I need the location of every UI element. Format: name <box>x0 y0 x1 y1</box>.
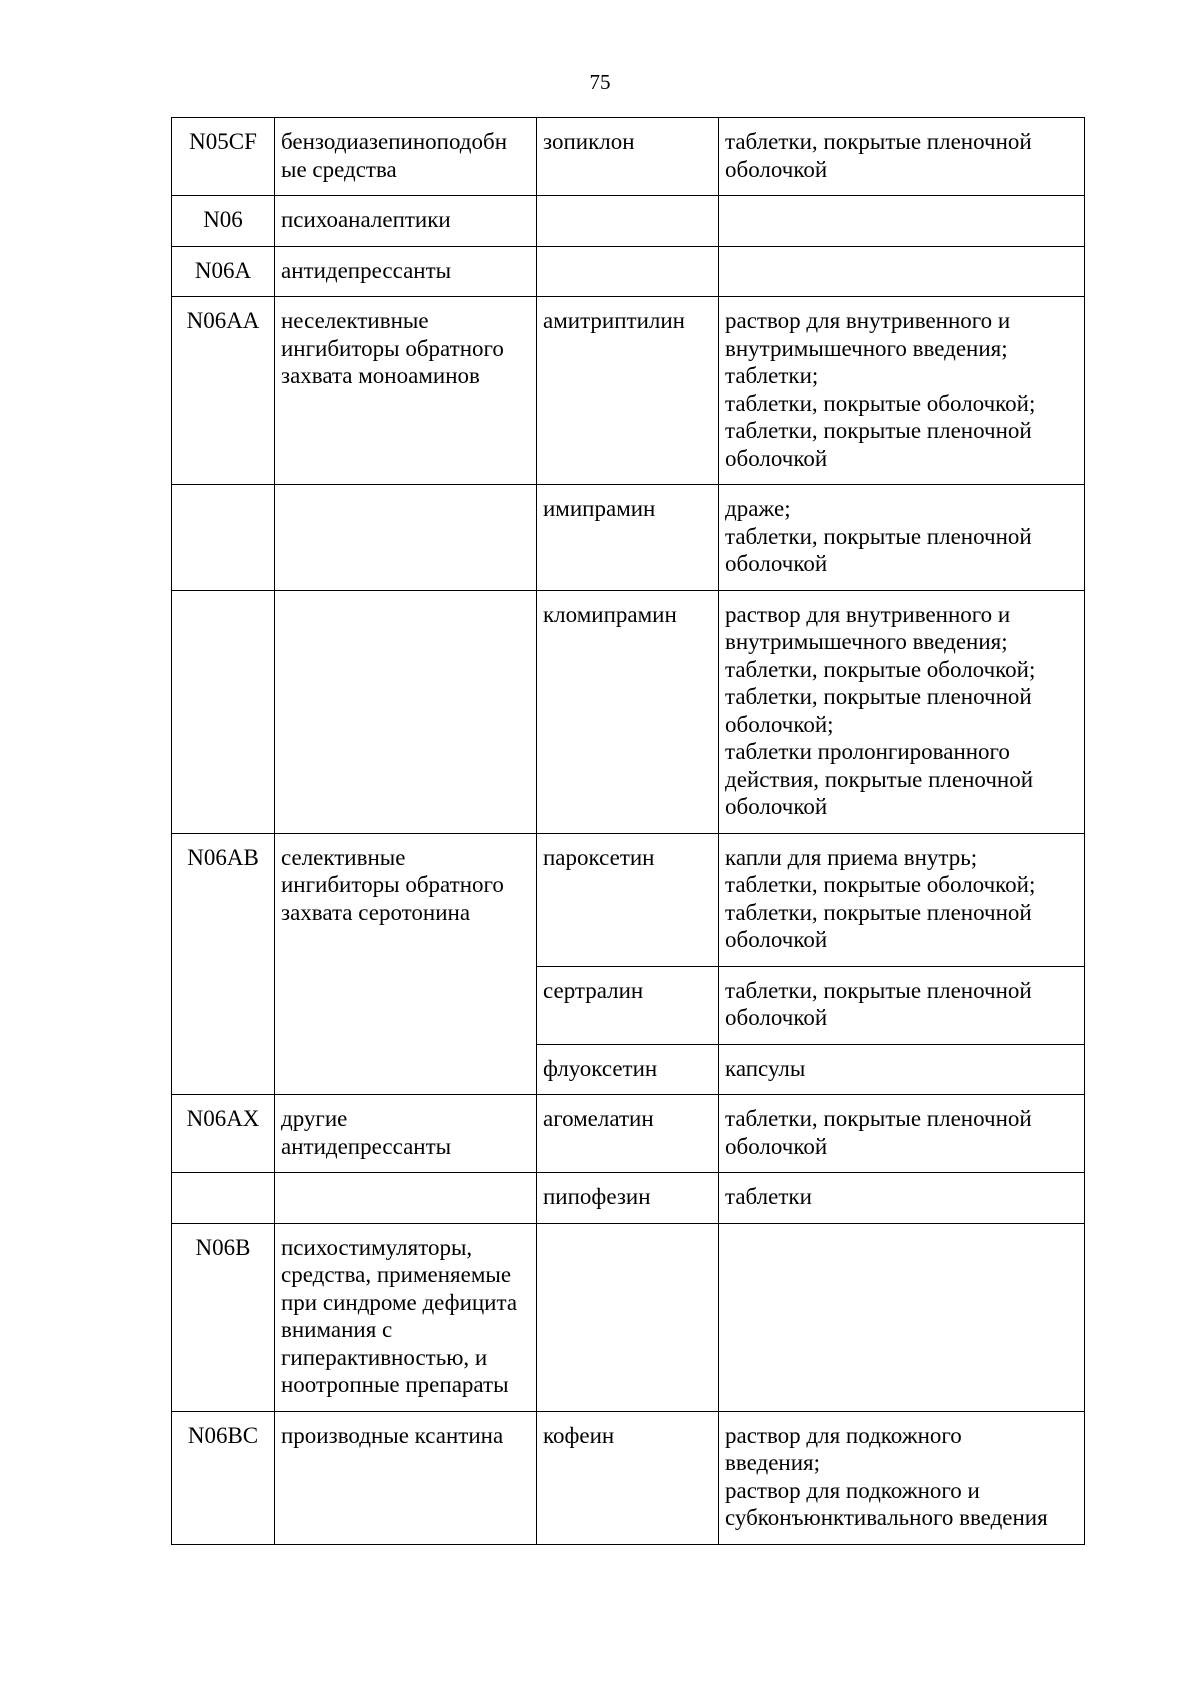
drug-cell: флуоксетин <box>537 1044 719 1095</box>
dosage-form-line: оболочкой <box>725 927 828 952</box>
dosage-form-line: таблетки, покрытые оболочкой; <box>725 872 1036 897</box>
atc-code-cell: N06AA <box>172 297 275 485</box>
dosage-form-line: раствор для подкожного и <box>725 1477 980 1503</box>
group-line: ноотропные препараты <box>281 1372 509 1397</box>
dosage-form-line: таблетки; <box>725 363 819 388</box>
dosage-form-line: внутримышечного введения; <box>725 629 1008 654</box>
table-row <box>172 297 1085 485</box>
page-number: 75 <box>589 70 611 94</box>
drug-cell: пипофезин <box>537 1173 719 1224</box>
group-cell <box>275 246 537 297</box>
dosage-form-line: оболочкой <box>725 445 828 471</box>
group-line: психостимуляторы, <box>281 1234 473 1260</box>
drug-table <box>171 117 1085 1545</box>
group-cell <box>275 1095 537 1173</box>
dosage-form-cell <box>719 1173 1085 1224</box>
table-row <box>172 1223 1085 1411</box>
group-line: захвата моноаминов <box>281 363 480 388</box>
dosage-form-line: субконъюнктивального введения <box>725 1505 1048 1530</box>
table-row <box>172 196 1085 247</box>
group-line: при синдроме дефицита <box>281 1289 518 1315</box>
group-cell <box>275 1223 537 1411</box>
dosage-form-cell <box>719 1095 1085 1173</box>
dosage-form-line: раствор для внутривенного и <box>725 308 1011 333</box>
group-line: ые средства <box>281 156 397 182</box>
dosage-form-cell <box>719 1411 1085 1544</box>
atc-code-cell: N06B <box>172 1223 275 1411</box>
dosage-form-line: таблетки, покрытые пленочной <box>725 1106 1032 1131</box>
group-line: средства, применяемые <box>281 1262 512 1287</box>
group-cell <box>275 1173 537 1224</box>
drug-cell: кломипрамин <box>537 590 719 833</box>
atc-code-cell: N05CF <box>172 118 275 196</box>
dosage-form-line: оболочкой; <box>725 711 834 737</box>
group-line: антидепрессанты <box>281 1133 452 1159</box>
group-cell <box>275 1411 537 1544</box>
dosage-form-line: таблетки, покрытые пленочной <box>725 523 1032 549</box>
table-row <box>172 590 1085 833</box>
drug-cell: имипрамин <box>537 485 719 591</box>
dosage-form-line: оболочкой <box>725 794 828 819</box>
dosage-form-line: таблетки, покрытые пленочной <box>725 899 1032 925</box>
dosage-form-line: оболочкой <box>725 551 828 576</box>
group-cell <box>275 118 537 196</box>
atc-code-cell <box>172 590 275 833</box>
dosage-form-line: раствор для внутривенного и <box>725 601 1011 627</box>
table-row <box>172 118 1085 196</box>
dosage-form-line: введения; <box>725 1450 820 1475</box>
dosage-form-line: драже; <box>725 496 791 521</box>
atc-code-cell <box>172 1173 275 1224</box>
table-row <box>172 1095 1085 1173</box>
dosage-form-line: оболочкой <box>725 1133 828 1159</box>
group-line: антидепрессанты <box>281 257 452 283</box>
group-line: селективные <box>281 844 406 870</box>
drug-cell: зопиклон <box>537 118 719 196</box>
dosage-form-line: таблетки, покрытые оболочкой; <box>725 390 1036 416</box>
dosage-form-line: таблетки <box>725 1184 812 1209</box>
table-row <box>172 833 1085 966</box>
dosage-form-cell <box>719 246 1085 297</box>
dosage-form-cell <box>719 118 1085 196</box>
dosage-form-cell <box>719 196 1085 247</box>
atc-code-cell: N06A <box>172 246 275 297</box>
group-cell <box>275 833 537 1095</box>
group-line: внимания с <box>281 1317 393 1342</box>
drug-cell: пароксетин <box>537 833 719 966</box>
group-line: неселективные <box>281 308 429 333</box>
group-line: гиперактивностью, и <box>281 1344 488 1370</box>
drug-cell: агомелатин <box>537 1095 719 1173</box>
table-row <box>172 246 1085 297</box>
dosage-form-line: таблетки, покрытые пленочной <box>725 418 1032 443</box>
dosage-form-line: таблетки пролонгированного <box>725 739 1010 764</box>
group-cell <box>275 590 537 833</box>
dosage-form-line: капсулы <box>725 1055 806 1081</box>
group-line: другие <box>281 1106 348 1131</box>
drug-cell: сертралин <box>537 966 719 1044</box>
dosage-form-line: таблетки, покрытые пленочной <box>725 977 1032 1003</box>
group-line: психоаналептики <box>281 207 451 232</box>
dosage-form-cell <box>719 297 1085 485</box>
group-cell <box>275 297 537 485</box>
group-line: бензодиазепиноподобн <box>281 129 508 154</box>
dosage-form-cell <box>719 485 1085 591</box>
drug-cell <box>537 1223 719 1411</box>
group-line: производные ксантина <box>281 1422 504 1448</box>
atc-code-cell: N06BC <box>172 1411 275 1544</box>
drug-cell <box>537 196 719 247</box>
dosage-form-cell <box>719 1223 1085 1411</box>
dosage-form-line: оболочкой <box>725 156 828 182</box>
group-line: ингибиторы обратного <box>281 872 504 897</box>
drug-cell <box>537 246 719 297</box>
dosage-form-line: таблетки, покрытые пленочной <box>725 684 1032 709</box>
group-line: ингибиторы обратного <box>281 335 504 361</box>
atc-code-cell: N06 <box>172 196 275 247</box>
table-row <box>172 1173 1085 1224</box>
group-cell <box>275 485 537 591</box>
dosage-form-cell <box>719 833 1085 966</box>
dosage-form-line: действия, покрытые пленочной <box>725 766 1034 792</box>
atc-code-cell: N06AX <box>172 1095 275 1173</box>
group-line: захвата серотонина <box>281 899 471 925</box>
dosage-form-cell <box>719 966 1085 1044</box>
table-row <box>172 485 1085 591</box>
drug-cell: кофеин <box>537 1411 719 1544</box>
dosage-form-line: оболочкой <box>725 1005 828 1030</box>
dosage-form-line: таблетки, покрытые оболочкой; <box>725 656 1036 682</box>
dosage-form-line: раствор для подкожного <box>725 1422 962 1448</box>
dosage-form-cell <box>719 590 1085 833</box>
dosage-form-line: таблетки, покрытые пленочной <box>725 129 1032 154</box>
atc-code-cell: N06AB <box>172 833 275 1095</box>
atc-code-cell <box>172 485 275 591</box>
drug-cell: амитриптилин <box>537 297 719 485</box>
dosage-form-line: внутримышечного введения; <box>725 335 1008 361</box>
dosage-form-line: капли для приема внутрь; <box>725 844 978 870</box>
group-cell <box>275 196 537 247</box>
dosage-form-cell <box>719 1044 1085 1095</box>
table-row <box>172 1411 1085 1544</box>
